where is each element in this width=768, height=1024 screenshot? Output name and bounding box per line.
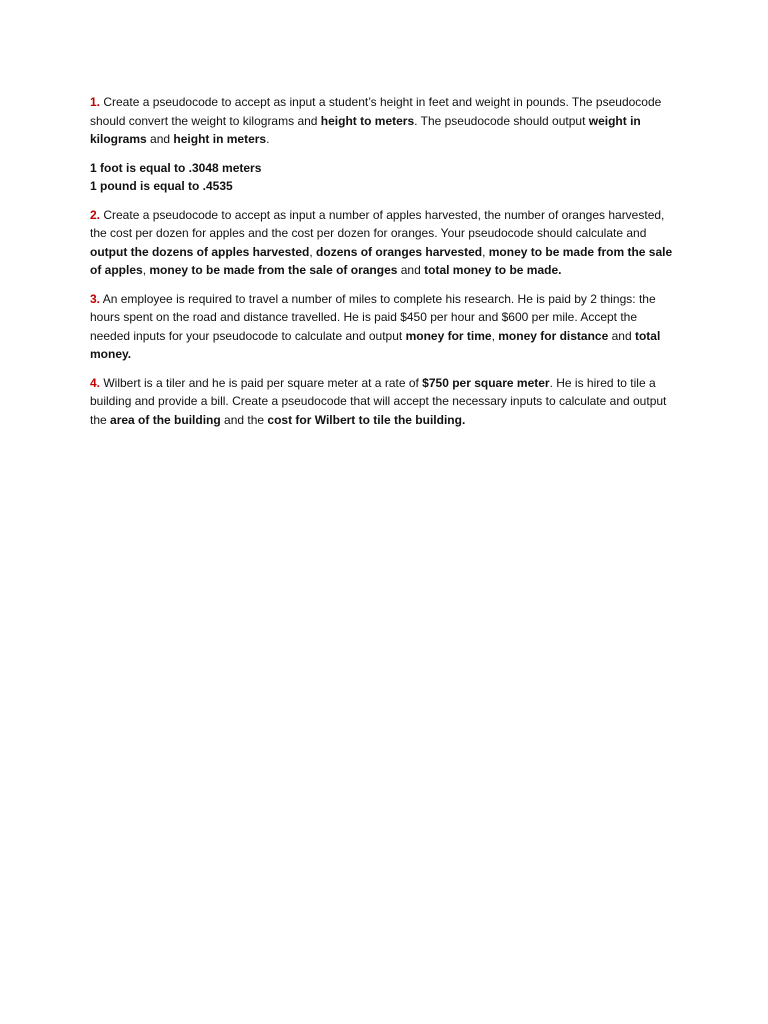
- question-4-number: 4.: [90, 375, 101, 390]
- question-1-bold-3: height in meters: [173, 132, 267, 146]
- question-3-bold-3: total money.: [90, 328, 661, 361]
- question-3: [90, 290, 680, 364]
- question-1-text-3: and: [146, 132, 174, 146]
- question-4-bold-3: cost for Wilbert to tile the building.: [267, 412, 466, 427]
- question-2-text-1: Create a pseudocode to accept as input a number of apples harvested, the number of oranges harvested, the cost per dozen for apples and the cost per dozen for oranges. Your pseudocode should calculate and: [90, 207, 665, 240]
- question-2-text-5: and: [397, 263, 425, 277]
- question-4-bold-1: $750 per square meter: [422, 375, 550, 390]
- question-4-bold-2: area of the building: [110, 412, 221, 427]
- question-2-text-4: ,: [142, 263, 150, 277]
- question-2-bold-5: total money to be made.: [424, 263, 562, 277]
- document-page: [90, 93, 680, 439]
- question-3-number: 3.: [90, 291, 101, 306]
- question-2-text-2: ,: [309, 244, 317, 259]
- question-1: [90, 93, 680, 149]
- question-3-text-3: and: [608, 328, 635, 343]
- question-1-text-2: . The pseudocode should output: [414, 113, 589, 128]
- question-4-text-2: . He is hired to tile a building and provide a bill. Create a pseudocode that will accept the necessary inputs to calculate and output the: [90, 375, 667, 427]
- question-3-text-1: An employee is required to travel a number of miles to complete his research. He is paid by 2 things: the hours spent on the road and distance travelled. He is paid $450 per hour and $600 per mile. Accept the needed inputs for your pseudocode to calculate and output: [90, 291, 656, 343]
- question-2-number: 2.: [90, 207, 101, 222]
- question-2-bold-3: money to be made from the sale of apples: [90, 244, 673, 277]
- question-1-text-4: .: [266, 132, 270, 146]
- pound-conversion: 1 pound is equal to .4535: [90, 179, 233, 193]
- question-4-text-1: Wilbert is a tiler and he is paid per square meter at a rate of: [100, 375, 423, 390]
- foot-conversion: 1 foot is equal to .3048 meters: [90, 160, 262, 175]
- question-2: [90, 206, 680, 280]
- question-3-bold-2: money for distance: [498, 328, 609, 343]
- question-2-bold-1: output the dozens of apples harvested: [90, 244, 310, 259]
- question-3-bold-1: money for time: [405, 328, 492, 343]
- question-2-bold-4: money to be made from the sale of oranges: [149, 263, 398, 277]
- question-4-text-3: and the: [220, 412, 268, 427]
- question-1-number: 1.: [90, 95, 101, 109]
- question-2-bold-2: dozens of oranges harvested: [316, 244, 483, 259]
- question-1-bold-1: height to meters: [320, 113, 415, 128]
- question-1-bold-2: weight in kilograms: [90, 113, 641, 146]
- question-4: [90, 374, 680, 430]
- question-1-text-1: Create a pseudocode to accept as input a student’s height in feet and weight in pounds. The pseudocode should convert the weight to kilograms and: [90, 95, 662, 128]
- question-2-text-3: ,: [482, 244, 489, 259]
- question-3-text-2: ,: [491, 328, 499, 343]
- conversion-notes: [90, 159, 680, 196]
